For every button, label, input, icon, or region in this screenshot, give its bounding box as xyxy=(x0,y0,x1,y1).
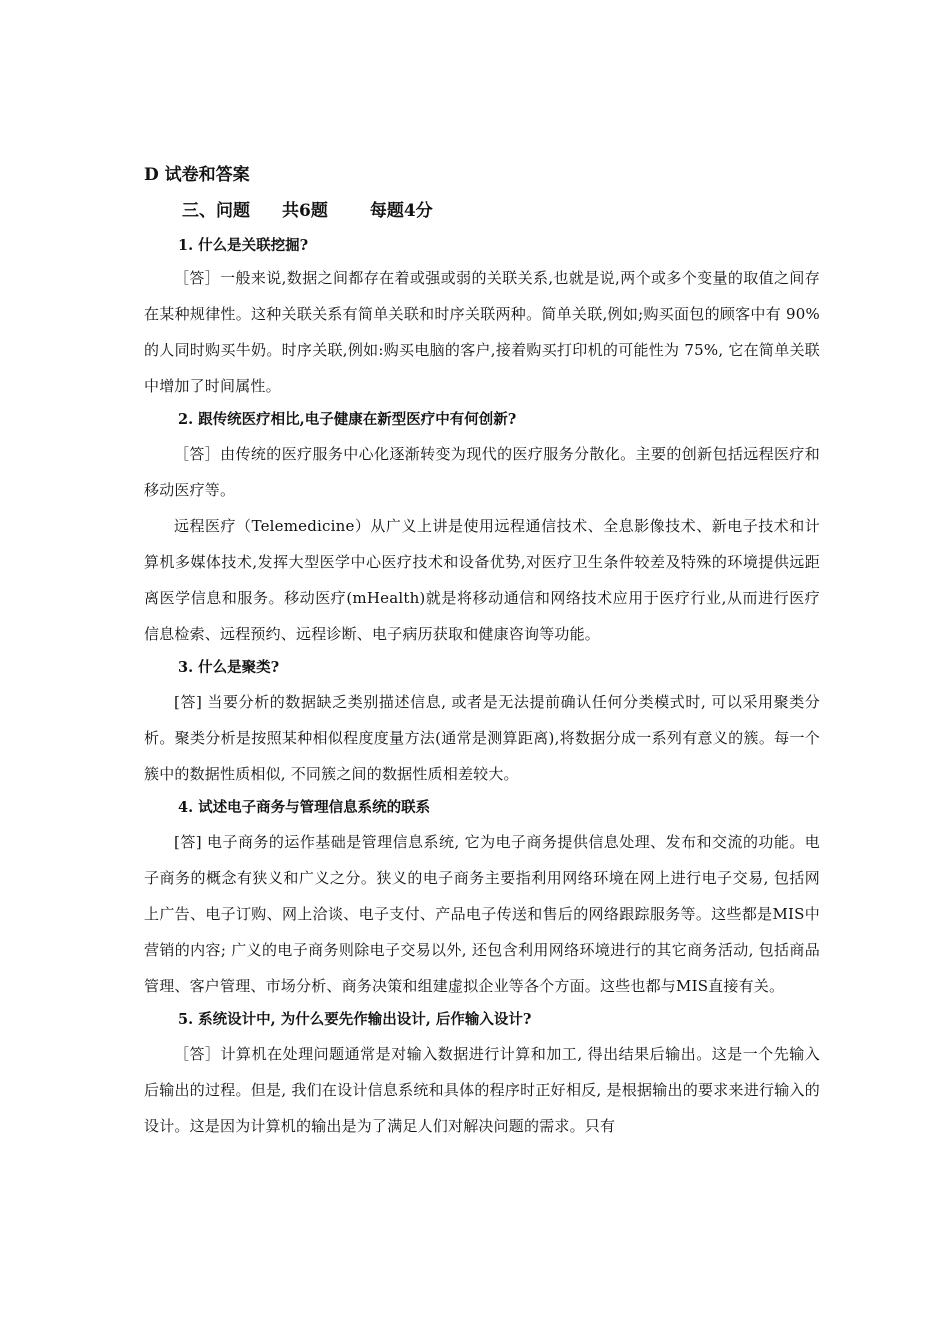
answer-paragraph: ［答］一般来说,数据之间都存在着或强或弱的关联关系,也就是说,两个或多个变量的取值之间存在某种规律性。这种关联关系有简单关联和时序关联两种。简单关联,例如;购买面包的顾客中有 90%的人同时购买牛奶。时序关联,例如:购买电脑的客户,接着购买打印机的可能性为 75%, 它在简单关联中增加了时间属性。 xyxy=(144,269,820,395)
question-block-1 xyxy=(144,230,820,404)
section-points: 每题4分 xyxy=(369,201,433,221)
answer-paragraph: [答] 当要分析的数据缺乏类别描述信息, 或者是无法提前确认任何分类模式时, 可以采用聚类分析。聚类分析是按照某种相似程度度量方法(通常是测算距离),将数据分成一系列有意义的簇。每一个簇中的数据性质相似, 不同簇之间的数据性质相差较大。 xyxy=(144,693,820,783)
question-block-4 xyxy=(144,792,820,1004)
question-title: 4. 试述电子商务与管理信息系统的联系 xyxy=(178,799,431,816)
question-block-3 xyxy=(144,652,820,792)
answer-paragraph: [答] 电子商务的运作基础是管理信息系统, 它为电子商务提供信息处理、发布和交流的功能。电子商务的概念有狭义和广义之分。狭义的电子商务主要指利用网络环境在网上进行电子交易, 包括网上广告、电子订购、网上洽谈、电子支付、产品电子传送和售后的网络跟踪服务等。这些都是MIS中营销的内容; 广义的电子商务则除电子交易以外, 还包含利用网络环境进行的其它商务活动, 包括商品管理、客户管理、市场分析、商务决策和组建虚拟企业等各个方面。这些也都与MIS直接有关。 xyxy=(144,833,820,995)
section-count: 共6题 xyxy=(282,201,328,221)
question-title: 3. 什么是聚类? xyxy=(178,659,280,676)
document-title: D 试卷和答案 xyxy=(144,165,250,185)
question-title: 1. 什么是关联挖掘? xyxy=(178,237,309,254)
section-header xyxy=(182,196,433,221)
answer-paragraph: ［答］由传统的医疗服务中心化逐渐转变为现代的医疗服务分散化。主要的创新包括远程医疗和移动医疗等。 xyxy=(144,445,820,499)
question-title: 2. 跟传统医疗相比,电子健康在新型医疗中有何创新? xyxy=(178,411,517,428)
section-label: 三、问题 xyxy=(182,201,250,221)
question-title: 5. 系统设计中, 为什么要先作输出设计, 后作输入设计? xyxy=(178,1011,532,1028)
question-block-5 xyxy=(144,1004,820,1144)
answer-paragraph: ［答］计算机在处理问题通常是对输入数据进行计算和加工, 得出结果后输出。这是一个先输入后输出的过程。但是, 我们在设计信息系统和具体的程序时正好相反, 是根据输出的要求来进行输入的设计。这是因为计算机的输出是为了满足人们对解决问题的需求。只有 xyxy=(144,1045,820,1135)
question-block-2 xyxy=(144,404,820,652)
document-body xyxy=(144,230,820,1144)
answer-paragraph: 远程医疗（Telemedicine）从广义上讲是使用远程通信技术、全息影像技术、新电子技术和计算机多媒体技术,发挥大型医学中心医疗技术和设备优势,对医疗卫生条件较差及特殊的环境提供远距离医学信息和服务。移动医疗(mHealth)就是将移动通信和网络技术应用于医疗行业,从而进行医疗信息检索、远程预约、远程诊断、电子病历获取和健康咨询等功能。 xyxy=(144,517,820,643)
